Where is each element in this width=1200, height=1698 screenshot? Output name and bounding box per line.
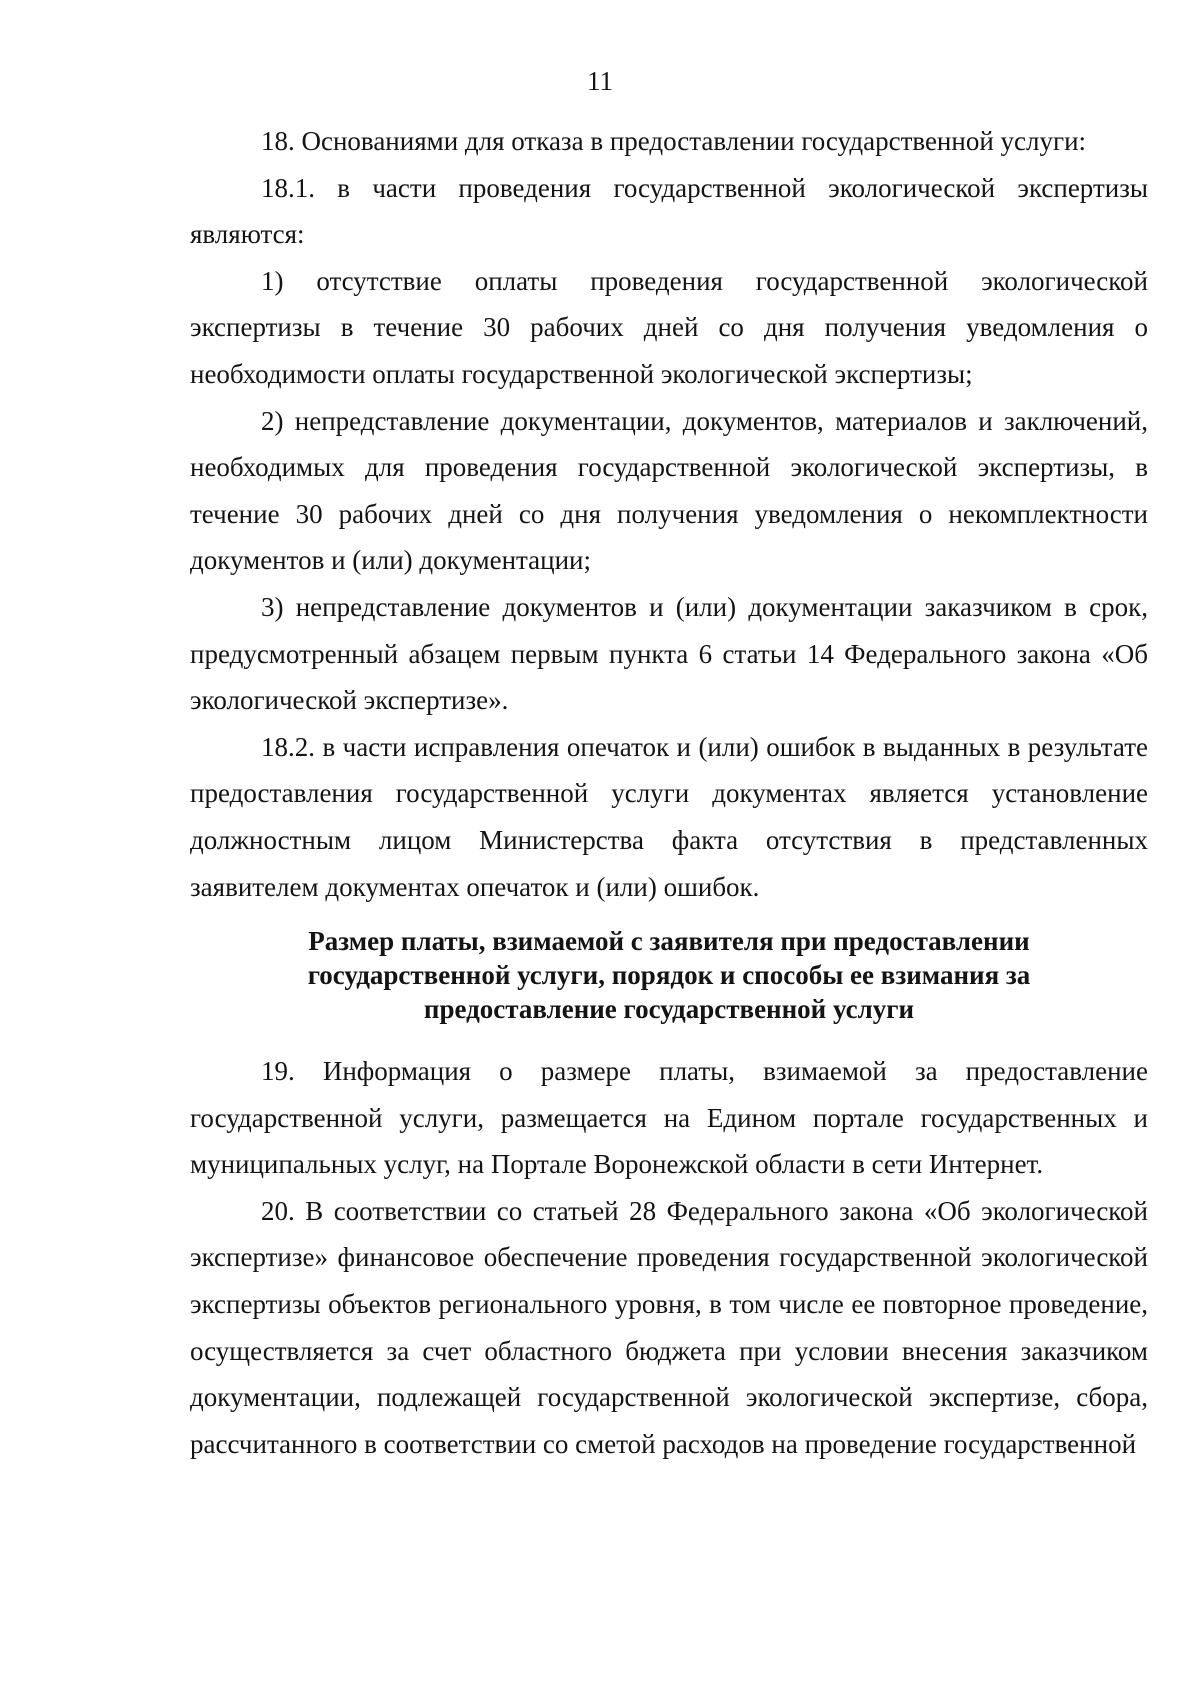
paragraph-18: 18. Основаниями для отказа в предоставлении государственной услуги: <box>261 126 1087 156</box>
list-item-3: 3) непредставление документов и (или) документации заказчиком в срок, предусмотренный абзацем первым пункта 6 статьи 14 Федерального закона «Об экологической экспертизе». <box>190 591 1148 716</box>
paragraph-18-1: 18.1. в части проведения государственной экологической экспертизы являются: <box>190 172 1148 250</box>
page-number: 11 <box>587 66 613 96</box>
list-item-1: 1) отсутствие оплаты проведения государственной экологической экспертизы в течение 30 рабочих дней со дня получения уведомления о необходимости оплаты государственной экологической экспертизы; <box>190 265 1148 389</box>
paragraph-19: 19. Информация о размере платы, взимаемой за предоставление государственной услуги, размещается на Едином портале государственных и муниципальных услуг, на Портале Воронежской области в сети Интернет. <box>190 1056 1148 1180</box>
paragraph-18-2: 18.2. в части исправления опечаток и (или) ошибок в выданных в результате предоставления государственной услуги документах является установление должностным лицом Министерства факта отсутствия в представленных заявителем документах опечаток и (или) ошибок. <box>190 731 1148 902</box>
section-heading: Размер платы, взимаемой с заявителя при предоставлении государственной услуги, порядок и способы ее взимания за предоставление государственной услуги <box>307 926 1031 1025</box>
paragraph-20: 20. В соответствии со статьей 28 Федерального закона «Об экологической экспертизе» финансовое обеспечение проведения государственной экологической экспертизы объектов регионального уровня, в том числе ее повторное проведение, осуществляется за счет областного бюджета при условии внесения заказчиком документации, подлежащей государственной экологической экспертизе, сбора, рассчитанного в соответствии со сметой расходов на проведение государственной <box>190 1195 1148 1459</box>
list-item-2: 2) непредставление документации, документов, материалов и заключений, необходимых для проведения государственной экологической экспертизы, в течение 30 рабочих дней со дня получения уведомления о некомплектности документов и (или) документации; <box>190 405 1148 576</box>
document-body <box>190 118 1148 1467</box>
